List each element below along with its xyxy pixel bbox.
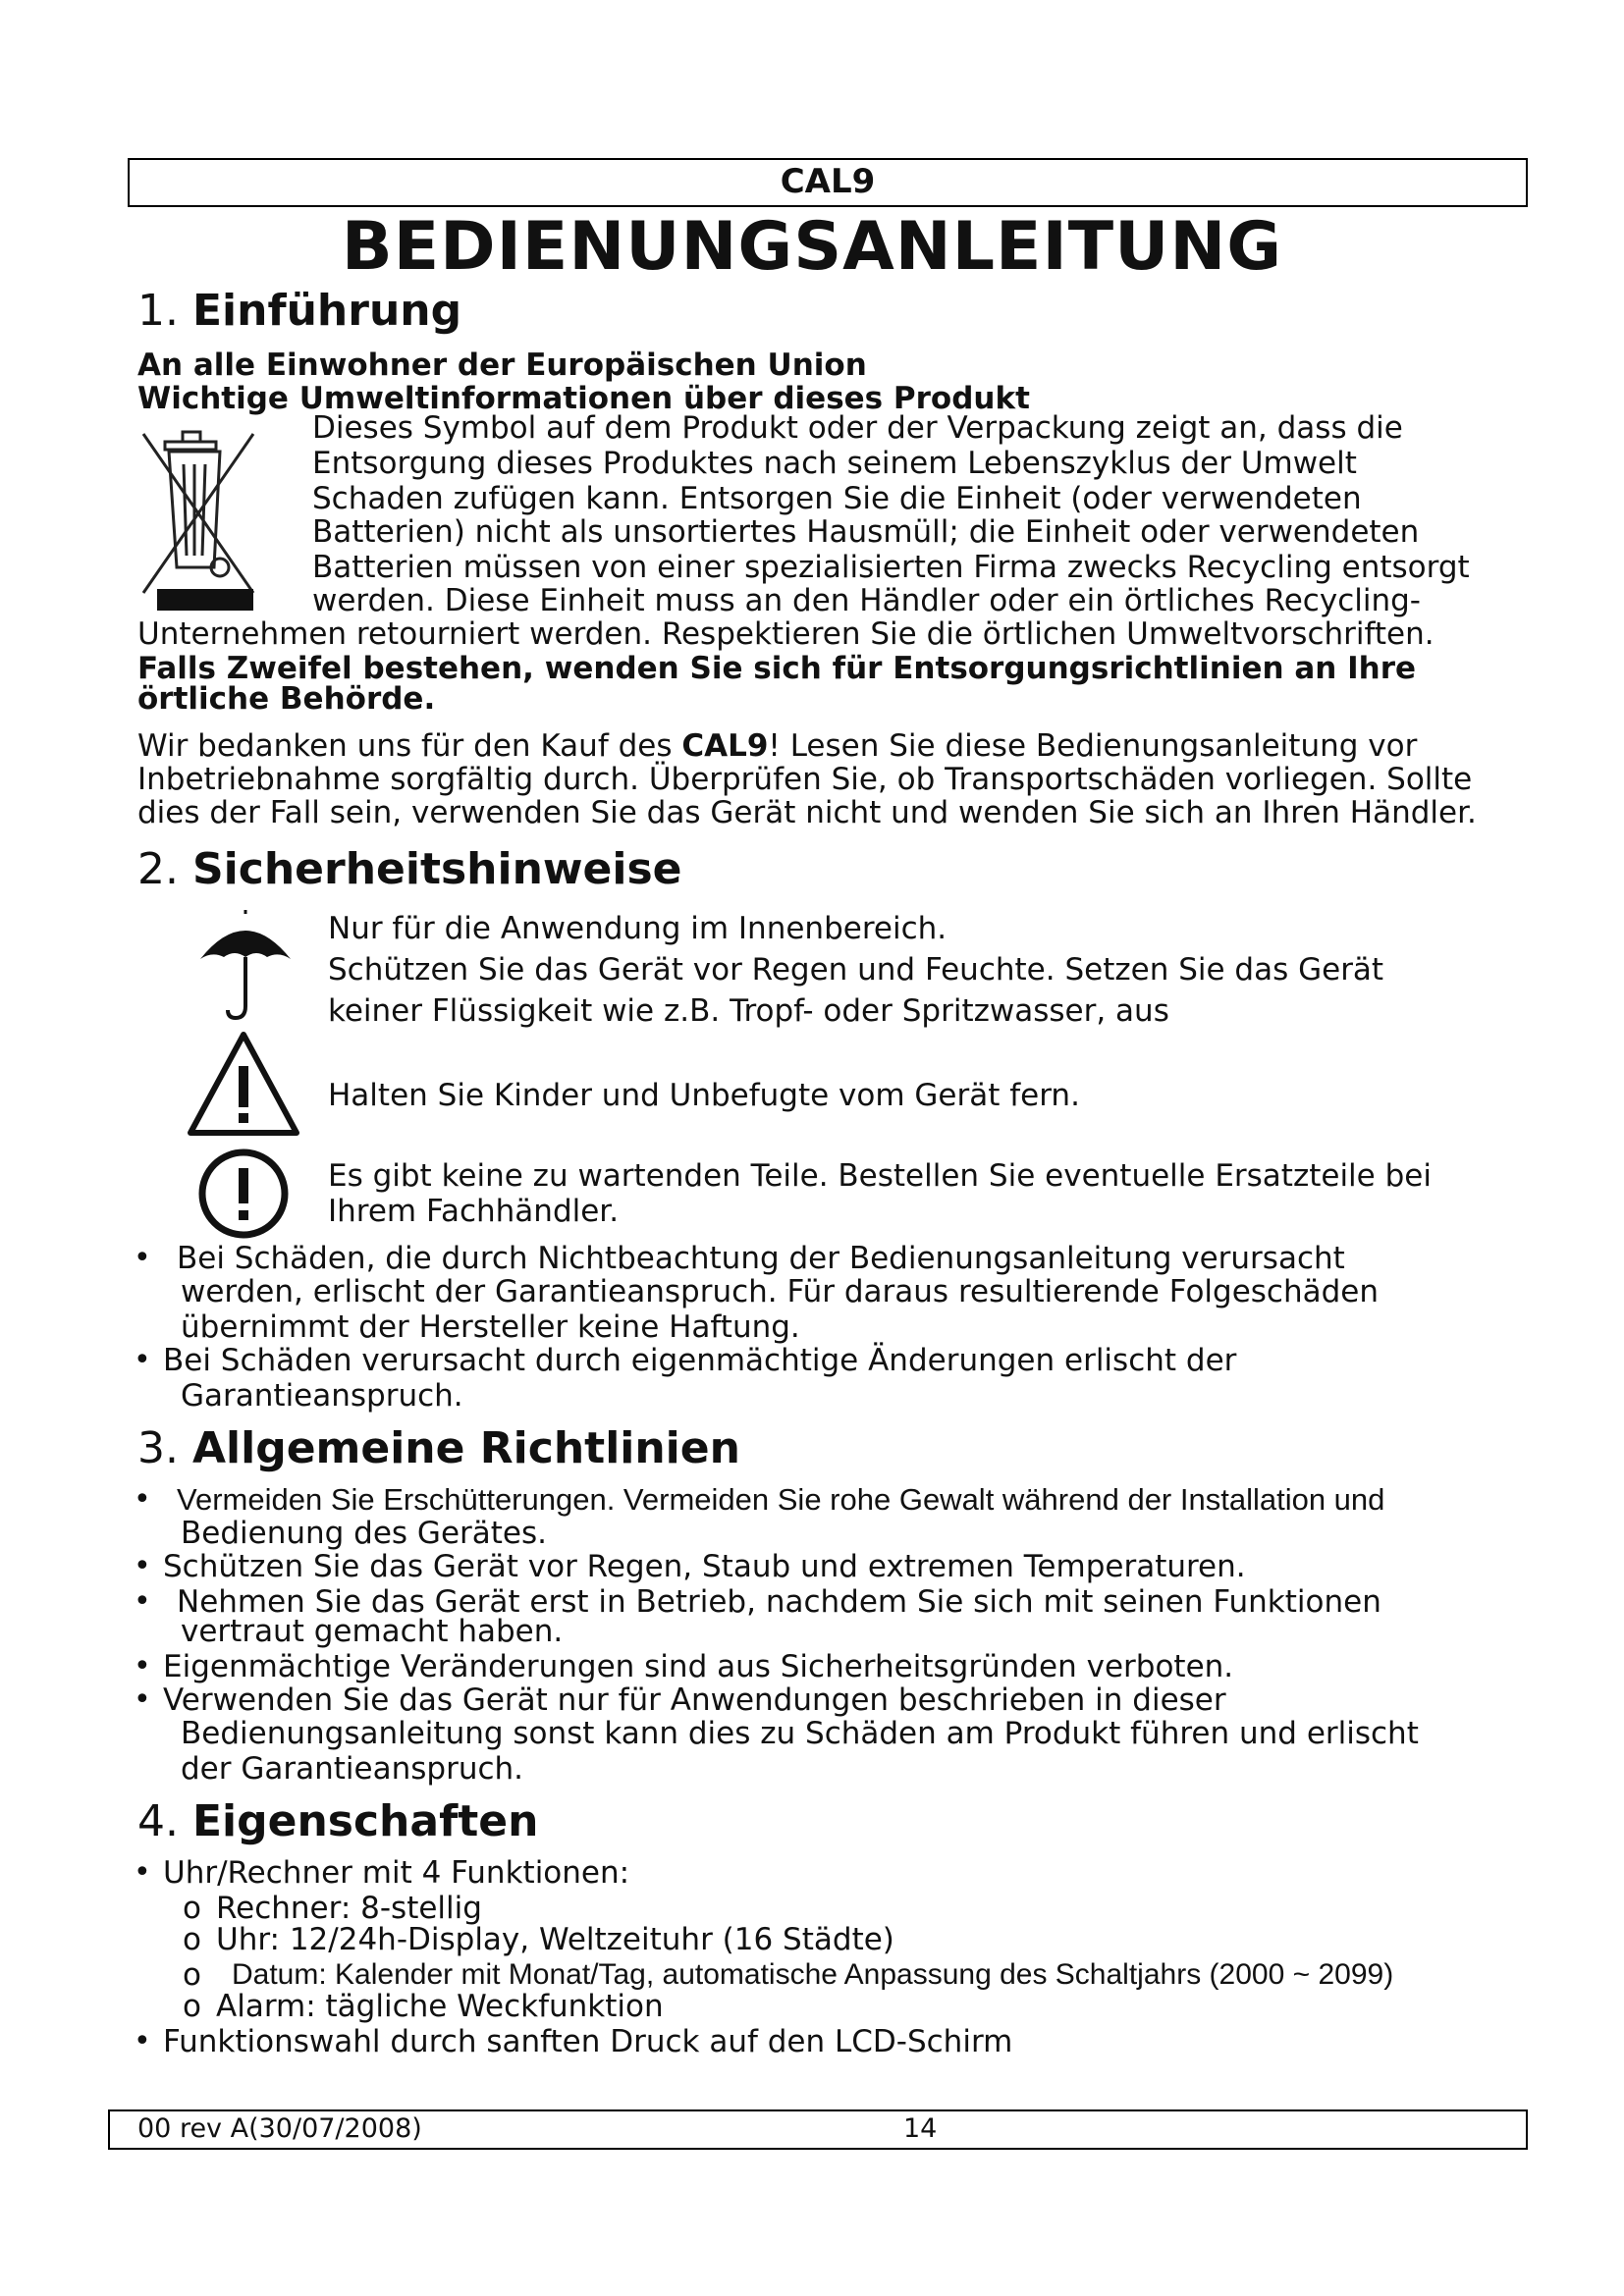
- guideline-1-line-2: Bedienung des Gerätes.: [181, 1516, 547, 1551]
- feature-1-sub-2: Uhr: 12/24h-Display, Weltzeituhr (16 Städte): [216, 1922, 894, 1957]
- parts-line-1: Es gibt keine zu wartenden Teile. Bestellen Sie eventuelle Ersatzteile bei: [328, 1158, 1432, 1194]
- bullet-glyph: •: [134, 1549, 151, 1583]
- section-4-title: Eigenschaften: [191, 1796, 539, 1846]
- header-model-box: [128, 158, 1528, 207]
- weee-line-7: Unternehmen retourniert werden. Respektieren Sie die örtlichen Umweltvorschriften.: [137, 616, 1435, 652]
- feature-1: Uhr/Rechner mit 4 Funktionen:: [163, 1855, 630, 1891]
- weee-line-5: Batterien müssen von einer spezialisierten Firma zwecks Recycling entsorgt: [312, 550, 1470, 585]
- feature-1-sub-4: Alarm: tägliche Weckfunktion: [216, 1989, 664, 2024]
- footer-revision: 00 rev A(30/07/2008): [137, 2113, 422, 2144]
- modification-line-1: Bei Schäden verursacht durch eigenmächtige Änderungen erlischt der: [163, 1343, 1237, 1378]
- attention-circle-icon: [196, 1147, 291, 1241]
- bullet-glyph: •: [134, 1343, 151, 1377]
- bullet-glyph: •: [134, 1682, 151, 1717]
- doubt-line-1: Falls Zweifel bestehen, wenden Sie sich für Entsorgungsrichtlinien an Ihre: [137, 651, 1417, 686]
- section-2-number: 2.: [137, 844, 179, 894]
- bullet-glyph: •: [134, 1584, 151, 1619]
- section-1-number: 1.: [137, 286, 179, 336]
- page-number: 14: [903, 2113, 938, 2144]
- indoor-line-1: Nur für die Anwendung im Innenbereich.: [328, 911, 947, 946]
- sub-bullet-glyph: o: [183, 1891, 201, 1926]
- guideline-4: Eigenmächtige Veränderungen sind aus Sicherheitsgründen verboten.: [163, 1649, 1234, 1684]
- weee-line-6: werden. Diese Einheit muss an den Händler oder ein örtliches Recycling-: [312, 583, 1421, 618]
- guideline-5-line-2: Bedienungsanleitung sonst kann dies zu Schäden am Produkt führen und erlischt: [181, 1716, 1419, 1751]
- guideline-3-line-1: Nehmen Sie das Gerät erst in Betrieb, nachdem Sie sich mit seinen Funktionen: [177, 1584, 1381, 1620]
- section-4-heading: [137, 1796, 538, 1847]
- children-warning: Halten Sie Kinder und Unbefugte vom Gerät fern.: [328, 1078, 1080, 1113]
- feature-1-sub-3: Datum: Kalender mit Monat/Tag, automatische Anpassung des Schaltjahrs (2000 ~ 2099): [232, 1958, 1394, 1991]
- feature-1-sub-1: Rechner: 8-stellig: [216, 1891, 482, 1926]
- section-3-title: Allgemeine Richtlinien: [191, 1423, 740, 1473]
- sub-bullet-glyph: o: [183, 1922, 201, 1957]
- damage-line-3: übernimmt der Hersteller keine Haftung.: [181, 1309, 800, 1345]
- warning-triangle-icon: [187, 1031, 300, 1137]
- crossed-bin-icon: [139, 420, 267, 616]
- guideline-2: Schützen Sie das Gerät vor Regen, Staub und extremen Temperaturen.: [163, 1549, 1246, 1584]
- eu-residents-line: An alle Einwohner der Europäischen Union: [137, 347, 867, 383]
- indoor-line-3: keiner Flüssigkeit wie z.B. Tropf- oder Spritzwasser, aus: [328, 993, 1169, 1029]
- section-2-heading: [137, 844, 682, 895]
- thanks-text-pre: Wir bedanken uns für den Kauf des: [137, 728, 682, 764]
- bullet-glyph: •: [134, 1241, 151, 1275]
- page-title: BEDIENUNGSANLEITUNG: [341, 208, 1283, 286]
- damage-line-1: Bei Schäden, die durch Nichtbeachtung der Bedienungsanleitung verursacht: [177, 1241, 1345, 1276]
- section-3-heading: [137, 1423, 740, 1474]
- feature-2: Funktionswahl durch sanften Druck auf den LCD-Schirm: [163, 2024, 1013, 2059]
- sub-bullet-glyph: o: [183, 1957, 201, 1993]
- section-1-heading: [137, 286, 461, 337]
- indoor-line-2: Schützen Sie das Gerät vor Regen und Feuchte. Setzen Sie das Gerät: [328, 952, 1384, 988]
- bullet-glyph: •: [134, 1482, 151, 1517]
- guideline-3-line-2: vertraut gemacht haben.: [181, 1614, 564, 1649]
- bullet-glyph: •: [134, 1855, 151, 1890]
- thanks-line-2: Inbetriebnahme sorgfältig durch. Überprüfen Sie, ob Transportschäden vorliegen. Sollte: [137, 762, 1473, 797]
- header-model: CAL9: [780, 162, 876, 201]
- damage-line-2: werden, erlischt der Garantieanspruch. Für daraus resultierende Folgeschäden: [181, 1274, 1380, 1309]
- section-4-number: 4.: [137, 1796, 179, 1846]
- footer-box: [108, 2109, 1528, 2150]
- thanks-line-3: dies der Fall sein, verwenden Sie das Gerät nicht und wenden Sie sich an Ihren Händler.: [137, 795, 1477, 830]
- guideline-1-line-1: Vermeiden Sie Erschütterungen. Vermeiden Sie rohe Gewalt während der Installation und: [177, 1482, 1385, 1517]
- weee-line-1: Dieses Symbol auf dem Produkt oder der Verpackung zeigt an, dass die: [312, 410, 1403, 446]
- environment-info-line: Wichtige Umweltinformationen über dieses Produkt: [137, 381, 1030, 416]
- umbrella-icon: [196, 908, 295, 1026]
- section-3-number: 3.: [137, 1423, 179, 1473]
- weee-line-4: Batterien) nicht als unsortiertes Hausmüll; die Einheit oder verwendeten: [312, 514, 1420, 550]
- modification-line-2: Garantieanspruch.: [181, 1378, 463, 1414]
- parts-line-2: Ihrem Fachhändler.: [328, 1194, 620, 1229]
- bullet-glyph: •: [134, 2024, 151, 2058]
- section-1-title: Einführung: [191, 286, 462, 336]
- guideline-5-line-1: Verwenden Sie das Gerät nur für Anwendungen beschrieben in dieser: [163, 1682, 1226, 1718]
- thanks-text-post: ! Lesen Sie diese Bedienungsanleitung vor: [768, 728, 1418, 764]
- sub-bullet-glyph: o: [183, 1989, 201, 2024]
- bullet-glyph: •: [134, 1649, 151, 1683]
- thanks-model: CAL9: [681, 728, 769, 764]
- thanks-line-1: [137, 728, 1417, 764]
- weee-line-3: Schaden zufügen kann. Entsorgen Sie die Einheit (oder verwendeten: [312, 481, 1362, 516]
- guideline-5-line-3: der Garantieanspruch.: [181, 1751, 524, 1787]
- section-2-title: Sicherheitshinweise: [191, 844, 682, 894]
- weee-line-2: Entsorgung dieses Produktes nach seinem Lebenszyklus der Umwelt: [312, 446, 1357, 481]
- doubt-line-2: örtliche Behörde.: [137, 681, 436, 717]
